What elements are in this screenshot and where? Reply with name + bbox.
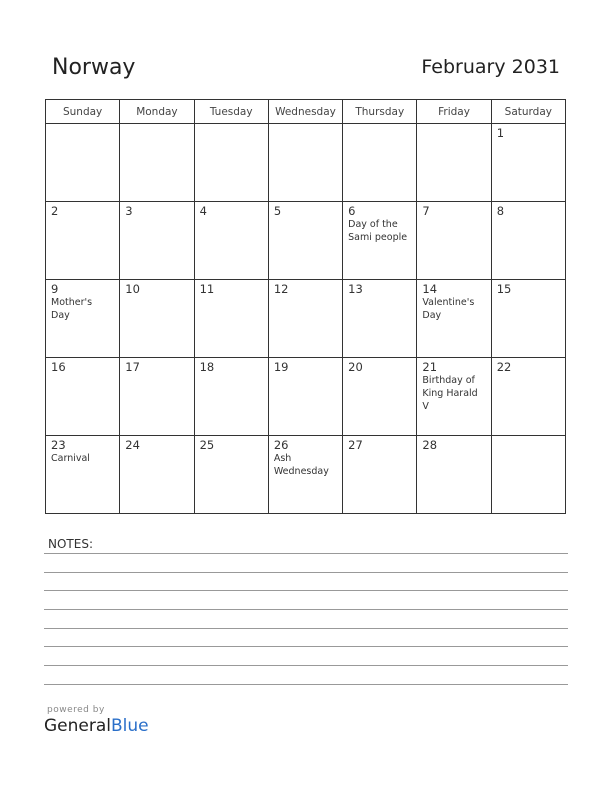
holiday-label: Wednesday xyxy=(273,466,329,477)
country-title: Norway xyxy=(52,55,136,80)
day-cell xyxy=(194,280,268,358)
weekday-tuesday: Tuesday xyxy=(194,100,268,124)
holiday-label: Mother's xyxy=(51,297,93,308)
day-cell xyxy=(417,202,491,280)
day-number: 14 xyxy=(422,282,438,296)
day-number xyxy=(46,124,119,127)
weekday-saturday: Saturday xyxy=(491,100,565,124)
day-cell xyxy=(343,358,417,436)
day-number: 10 xyxy=(125,282,140,296)
week-row xyxy=(46,436,566,514)
holiday-label: Day of the xyxy=(348,219,398,230)
day-cell xyxy=(417,124,491,202)
note-line xyxy=(44,628,568,629)
day-number: 8 xyxy=(496,204,505,218)
holiday-label: Sami people xyxy=(348,232,408,243)
day-cell xyxy=(417,358,491,436)
notes-label: NOTES: xyxy=(48,537,93,551)
weekday-friday: Friday xyxy=(417,100,491,124)
day-number: 27 xyxy=(348,438,363,452)
day-cell xyxy=(343,436,417,514)
day-cell xyxy=(268,280,342,358)
day-number: 2 xyxy=(51,204,59,218)
day-cell xyxy=(194,202,268,280)
week-row xyxy=(46,202,566,280)
day-cell xyxy=(417,280,491,358)
note-line xyxy=(44,646,568,647)
day-cell xyxy=(120,202,194,280)
day-cell xyxy=(46,436,120,514)
day-number: 1 xyxy=(496,126,505,140)
day-number: 24 xyxy=(125,438,140,452)
holiday-label: King Harald xyxy=(422,388,478,399)
day-number xyxy=(120,124,193,127)
day-cell xyxy=(491,202,565,280)
holiday-label: Day xyxy=(51,310,70,321)
day-number xyxy=(492,436,565,439)
holiday-label: Valentine's xyxy=(422,297,475,308)
note-line xyxy=(44,609,568,610)
day-cell xyxy=(46,358,120,436)
day-number: 20 xyxy=(348,360,363,374)
day-number: 26 xyxy=(273,438,289,452)
day-cell xyxy=(268,124,342,202)
day-number: 22 xyxy=(496,360,512,374)
day-number: 17 xyxy=(125,360,140,374)
day-cell xyxy=(417,436,491,514)
holiday-label: Carnival xyxy=(51,453,90,464)
day-number: 13 xyxy=(348,282,363,296)
day-number: 16 xyxy=(51,360,66,374)
day-cell xyxy=(343,202,417,280)
brand-part-blue: Blue xyxy=(111,716,149,736)
day-cell xyxy=(120,358,194,436)
weekday-thursday: Thursday xyxy=(343,100,417,124)
day-number xyxy=(343,124,416,127)
day-number xyxy=(195,124,268,127)
day-number: 21 xyxy=(422,360,438,374)
holiday-label: Day xyxy=(422,310,442,321)
day-number: 18 xyxy=(199,360,215,374)
day-number: 11 xyxy=(199,282,215,296)
day-cell xyxy=(46,124,120,202)
day-number: 19 xyxy=(273,360,289,374)
day-cell xyxy=(491,280,565,358)
note-line xyxy=(44,665,568,666)
day-number: 25 xyxy=(199,438,215,452)
calendar-grid xyxy=(45,99,566,514)
note-line xyxy=(44,572,568,573)
day-number xyxy=(417,124,490,127)
weekday-sunday: Sunday xyxy=(46,100,120,124)
weekday-wednesday: Wednesday xyxy=(268,100,342,124)
day-cell xyxy=(268,358,342,436)
day-number: 15 xyxy=(496,282,512,296)
day-cell xyxy=(120,436,194,514)
day-cell xyxy=(343,124,417,202)
day-cell xyxy=(268,436,342,514)
day-cell xyxy=(194,358,268,436)
day-number: 9 xyxy=(51,282,59,296)
month-year-title: February 2031 xyxy=(421,56,560,78)
day-cell xyxy=(46,280,120,358)
powered-by-text: powered by xyxy=(47,705,105,715)
brand-part-general: General xyxy=(44,716,111,736)
note-line xyxy=(44,590,568,591)
day-number: 28 xyxy=(422,438,438,452)
day-number: 5 xyxy=(273,204,282,218)
day-number: 23 xyxy=(51,438,66,452)
day-cell xyxy=(343,280,417,358)
weekday-header-row xyxy=(46,100,566,124)
weekday-monday: Monday xyxy=(120,100,194,124)
brand-logo[interactable] xyxy=(44,716,149,736)
day-cell xyxy=(194,436,268,514)
week-row xyxy=(46,280,566,358)
day-cell xyxy=(491,124,565,202)
day-number xyxy=(269,124,342,127)
day-cell xyxy=(268,202,342,280)
day-number: 12 xyxy=(273,282,289,296)
note-line xyxy=(44,684,568,685)
day-cell xyxy=(46,202,120,280)
day-number: 6 xyxy=(348,204,356,218)
day-number: 7 xyxy=(422,204,430,218)
day-cell xyxy=(491,436,565,514)
week-row xyxy=(46,124,566,202)
day-cell xyxy=(491,358,565,436)
holiday-label: Ash xyxy=(273,453,292,464)
note-line xyxy=(44,553,568,554)
holiday-label: V xyxy=(422,401,429,412)
day-cell xyxy=(120,280,194,358)
day-number: 4 xyxy=(199,204,207,218)
day-cell xyxy=(120,124,194,202)
day-cell xyxy=(194,124,268,202)
week-row xyxy=(46,358,566,436)
day-number: 3 xyxy=(125,204,133,218)
holiday-label: Birthday of xyxy=(422,375,475,386)
